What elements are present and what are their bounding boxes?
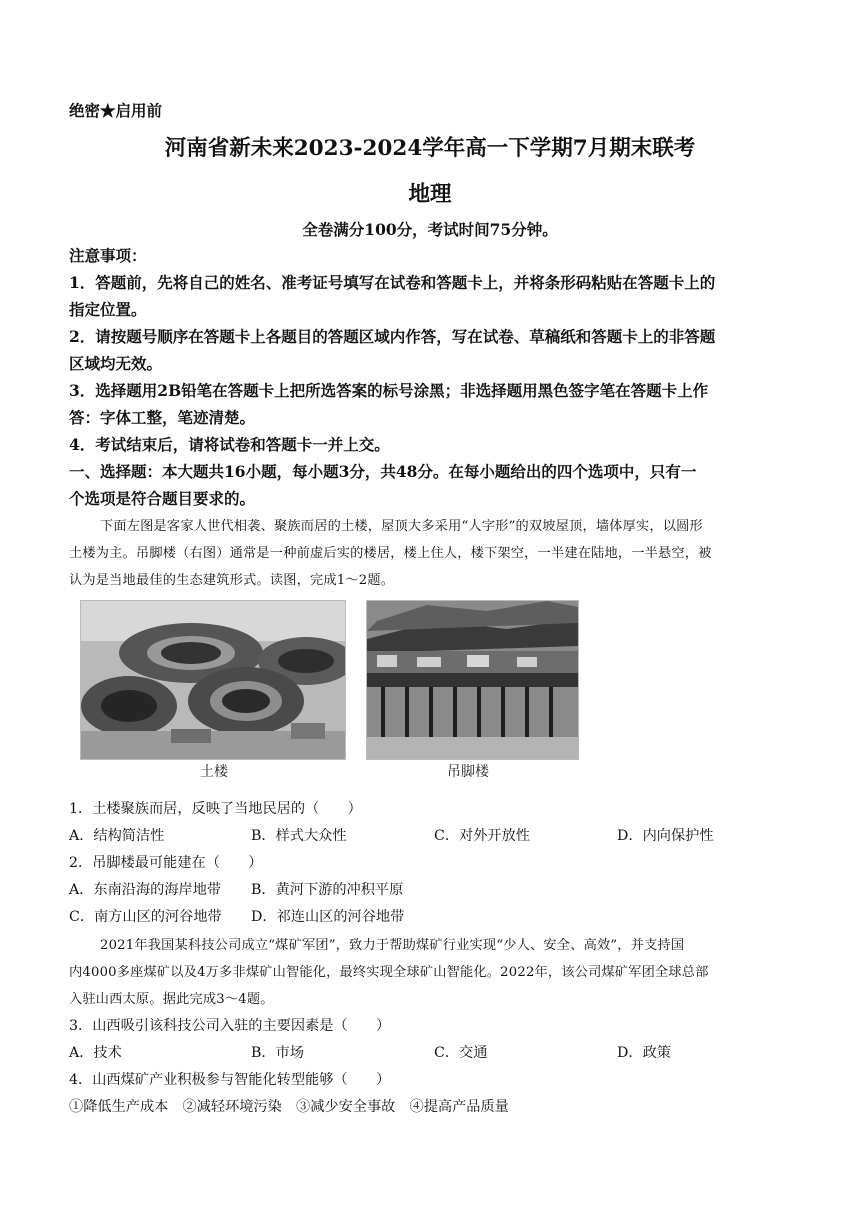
question-4-items: ①降低生产成本 ②减轻环境污染 ③减少安全事故 ④提高产品质量 xyxy=(69,1099,509,1115)
tulou-caption: 土楼 xyxy=(200,764,228,780)
diaojiaolou-photo xyxy=(366,600,579,760)
diaojiaolou-image xyxy=(367,601,578,759)
diaojiaolou-caption: 吊脚楼 xyxy=(447,764,489,780)
tulou-photo xyxy=(80,600,346,760)
question-3-option-c: C．交通 xyxy=(434,1045,488,1061)
passage-line: 内4000多座煤矿以及4万多非煤矿山智能化，最终实现全球矿山智能化。2022年，该公司煤矿军团全球总部 xyxy=(69,965,709,980)
notice-line: 区域均无效。 xyxy=(69,354,163,373)
passage-line: 2021年我国某科技公司成立“煤矿军团”，致力于帮助煤矿行业实现“少人、安全、高效”，并支持国 xyxy=(100,938,685,953)
passage-line: 土楼为主。吊脚楼（右图）通常是一种前虚后实的楼居，楼上住人，楼下架空，一半建在陆地，一半悬空，被 xyxy=(69,546,712,561)
notice-line: 答：字体工整，笔迹清楚。 xyxy=(69,408,256,427)
tulou-image xyxy=(81,601,345,759)
confidential-mark: 绝密★启用前 xyxy=(69,101,163,120)
question-1-stem: 1．土楼聚族而居，反映了当地民居的（ ） xyxy=(69,801,362,817)
section-heading: 一、选择题：本大题共16小题，每小题3分，共48分。在每小题给出的四个选项中，只有一 xyxy=(69,462,697,481)
notice-line: 1．答题前，先将自己的姓名、准考证号填写在试卷和答题卡上，并将条形码粘贴在答题卡上的 xyxy=(69,273,716,292)
notice-line: 4．考试结束后，请将试卷和答题卡一并上交。 xyxy=(69,435,390,454)
exam-meta: 全卷满分100分，考试时间75分钟。 xyxy=(302,220,558,239)
question-3-stem: 3．山西吸引该科技公司入驻的主要因素是（ ） xyxy=(69,1018,391,1034)
question-1-option-a: A．结构简洁性 xyxy=(69,828,165,844)
passage-line: 认为是当地最佳的生态建筑形式。读图，完成1～2题。 xyxy=(69,573,395,588)
notice-line: 指定位置。 xyxy=(69,300,147,319)
question-2-option-d: D．祁连山区的河谷地带 xyxy=(251,909,405,925)
exam-title: 河南省新未来2023-2024学年高一下学期7月期末联考 xyxy=(164,136,696,161)
question-1-option-d: D．内向保护性 xyxy=(617,828,714,844)
question-2-option-a: A．东南沿海的海岸地带 xyxy=(69,882,222,898)
subject-title: 地理 xyxy=(408,182,452,207)
passage-line: 下面左图是客家人世代相袭、聚族而居的土楼，屋顶大多采用“人字形”的双坡屋顶，墙体厚实，以圆形 xyxy=(100,519,703,534)
question-2-stem: 2．吊脚楼最可能建在（ ） xyxy=(69,855,263,871)
question-2-option-c: C．南方山区的河谷地带 xyxy=(69,909,222,925)
question-3-option-b: B．市场 xyxy=(251,1045,304,1061)
question-2-option-b: B．黄河下游的冲积平原 xyxy=(251,882,404,898)
notice-line: 3．选择题用2B铅笔在答题卡上把所选答案的标号涂黑；非选择题用黑色签字笔在答题卡上作 xyxy=(69,381,709,400)
question-4-stem: 4．山西煤矿产业积极参与智能化转型能够（ ） xyxy=(69,1072,391,1088)
question-1-option-b: B．样式大众性 xyxy=(251,828,347,844)
notice-heading: 注意事项： xyxy=(69,246,147,265)
question-3-option-a: A．技术 xyxy=(69,1045,122,1061)
question-3-option-d: D．政策 xyxy=(617,1045,671,1061)
section-heading: 个选项是符合题目要求的。 xyxy=(69,489,256,508)
passage-line: 入驻山西太原。据此完成3～4题。 xyxy=(69,992,274,1007)
question-1-option-c: C．对外开放性 xyxy=(434,828,530,844)
notice-line: 2．请按题号顺序在答题卡上各题目的答题区域内作答，写在试卷、草稿纸和答题卡上的非答题 xyxy=(69,327,716,346)
